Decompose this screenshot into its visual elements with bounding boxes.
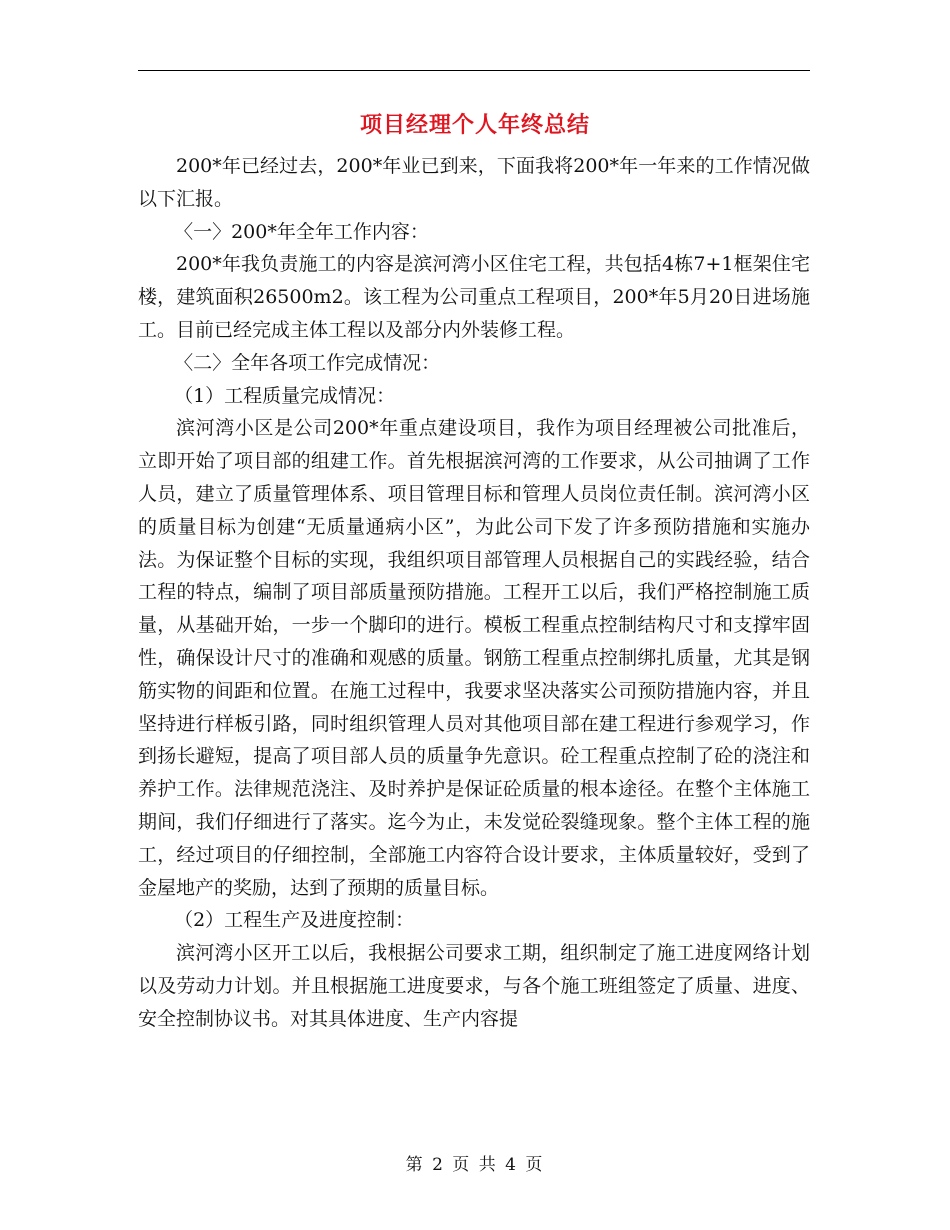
subsection-heading-progress: （2）工程生产及进度控制： xyxy=(174,909,415,932)
document-body xyxy=(138,150,810,1036)
paragraph-progress: 滨河湾小区开工以后，我根据公司要求工期，组织制定了施工进度网络计划以及劳动力计划。并且根据施工进度要求，与各个施工班组签定了质量、进度、安全控制协议书。对其具体进度、生产内容提 xyxy=(138,942,810,1030)
section-heading-2: 〈二〉全年各项工作完成情况： xyxy=(174,351,441,374)
subsection-heading-quality: （1）工程质量完成情况： xyxy=(174,384,396,407)
document-title: 项目经理个人年终总结 xyxy=(359,112,590,138)
paragraph-intro: 200*年已经过去，200*年业已到来，下面我将200*年一年来的工作情况做以下汇报。 xyxy=(138,155,810,210)
page-number-footer: 第 2 页 共 4 页 xyxy=(405,1155,545,1175)
paragraph-quality: 滨河湾小区是公司200*年重点建设项目，我作为项目经理被公司批准后，立即开始了项目部的组建工作。首先根据滨河湾的工作要求，从公司抽调了工作人员，建立了质量管理体系、项目管理目标和管理人员岗位责任制。滨河湾小区的质量目标为创建“无质量通病小区”，为此公司下发了许多预防措施和实施办法。为保证整个目标的实现，我组织项目部管理人员根据自己的实践经验，结合工程的特点，编制了项目部质量预防措施。工程开工以后，我们严格控制施工质量，从基础开始，一步一个脚印的进行。模板工程重点控制结构尺寸和支撑牢固性，确保设计尺寸的准确和观感的质量。钢筋工程重点控制绑扎质量，尤其是钢筋实物的间距和位置。在施工过程中，我要求坚决落实公司预防措施内容，并且坚持进行样板引路，同时组织管理人员对其他项目部在建工程进行参观学习，作到扬长避短，提高了项目部人员的质量争先意识。砼工程重点控制了砼的浇注和养护工作。法律规范浇注、及时养护是保证砼质量的根本途径。在整个主体施工期间，我们仔细进行了落实。迄今为止，未发觉砼裂缝现象。整个主体工程的施工，经过项目的仔细控制，全部施工内容符合设计要求，主体质量较好，受到了金屋地产的奖励，达到了预期的质量目标。 xyxy=(138,417,810,899)
header-rule xyxy=(138,70,810,71)
section-heading-1: 〈一〉200*年全年工作内容： xyxy=(174,220,429,243)
paragraph-work-content: 200*年我负责施工的内容是滨河湾小区住宅工程，共包括4栋7+1框架住宅楼，建筑面积26500m2。该工程为公司重点工程项目，200*年5月20日进场施工。目前已经完成主体工程以及部分内外装修工程。 xyxy=(138,253,810,341)
